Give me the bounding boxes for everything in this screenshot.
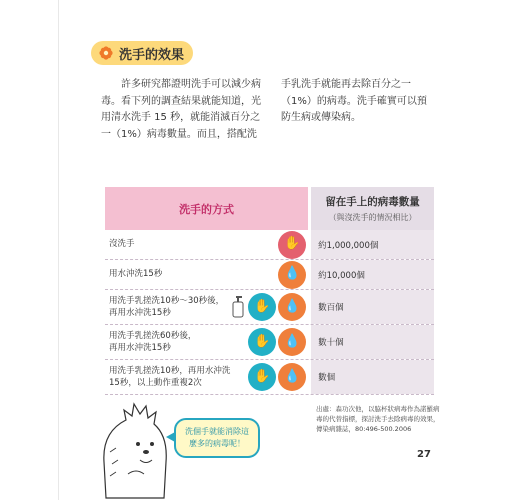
soap-hands-icon: ✋ xyxy=(248,328,276,356)
table-row xyxy=(105,290,434,325)
rinse-hands-icon: 💧 xyxy=(278,328,306,356)
source-citation xyxy=(316,404,440,434)
section-heading xyxy=(91,41,193,65)
source-line: 毒的代替指標，探討洗手去除病毒的效果， xyxy=(316,415,440,423)
bubble-line: 洗個手就能消除這 xyxy=(185,427,249,436)
flower-icon xyxy=(99,46,113,60)
method-cell xyxy=(105,260,308,289)
page-number: 27 xyxy=(417,449,431,460)
rinse-hands-icon: 💧 xyxy=(278,261,306,289)
method-text-line1: 用洗手乳搓洗60秒後， xyxy=(109,330,197,341)
source-line: 出處：森功次他，以脇杯狀病毒作為諾羅病 xyxy=(316,405,440,413)
method-text-line2: 再用水沖洗15秒 xyxy=(109,308,171,318)
table-row xyxy=(105,360,434,395)
rinse-hands-icon: 💧 xyxy=(278,293,306,321)
count-cell: 數個 xyxy=(311,360,434,394)
method-text-line1: 用洗手乳搓洗10秒，再用水沖洗 xyxy=(109,365,231,376)
method-cell xyxy=(105,360,308,394)
method-icons xyxy=(246,328,306,356)
soap-bottle-icon xyxy=(231,296,245,318)
header-count-subtitle: （與沒洗手的情況相比） xyxy=(328,213,417,222)
header-method: 洗手的方式 xyxy=(105,187,308,230)
count-cell: 數十個 xyxy=(311,325,434,359)
hedgehog-illustration xyxy=(96,402,174,500)
method-text-line2: 再用水沖洗15秒 xyxy=(109,343,171,353)
method-cell xyxy=(105,230,308,259)
method-icons xyxy=(276,231,306,259)
method-icons xyxy=(229,293,306,321)
dirty-hand-icon: ✋ xyxy=(278,231,306,259)
section-title: 洗手的效果 xyxy=(119,47,185,63)
header-count-title: 留在手上的病毒數量 xyxy=(325,196,420,208)
method-text-line1: 用洗手乳搓洗10秒～30秒後， xyxy=(109,295,225,306)
soap-hands-icon: ✋ xyxy=(248,293,276,321)
method-text-line1: 沒洗手 xyxy=(109,239,135,250)
table-row xyxy=(105,325,434,360)
table-header xyxy=(105,187,434,230)
table-row xyxy=(105,260,434,290)
intro-paragraph-left: 許多研究都證明洗手可以減少病毒。看下列的調查結果就能知道，光用清水洗手 15 秒，就能消滅百分之一（1%）病毒數量。而且，搭配洗 xyxy=(101,79,261,140)
table-row xyxy=(105,230,434,260)
speech-bubble xyxy=(174,418,260,458)
method-icons xyxy=(276,261,306,289)
soap-hands-icon: ✋ xyxy=(248,363,276,391)
bubble-line: 麼多的病毒呢！ xyxy=(189,439,245,448)
rinse-hands-icon: 💧 xyxy=(278,363,306,391)
method-icons xyxy=(246,363,306,391)
handwashing-table xyxy=(105,187,434,395)
count-cell: 數百個 xyxy=(311,290,434,324)
method-cell xyxy=(105,325,308,359)
header-count xyxy=(311,187,434,230)
count-cell: 約10,000個 xyxy=(311,260,434,289)
count-cell: 約1,000,000個 xyxy=(311,230,434,259)
method-cell xyxy=(105,290,308,324)
intro-paragraph-right: 手乳洗手就能再去除百分之一（1%）的病毒。洗手確實可以預防生病或傳染病。 xyxy=(281,79,427,123)
method-text-line2: 15秒，以上動作重複2次 xyxy=(109,378,202,388)
method-text-line1: 用水沖洗15秒 xyxy=(109,269,163,280)
source-line: 傳染病雜誌，80:496-500.2006 xyxy=(316,425,412,433)
